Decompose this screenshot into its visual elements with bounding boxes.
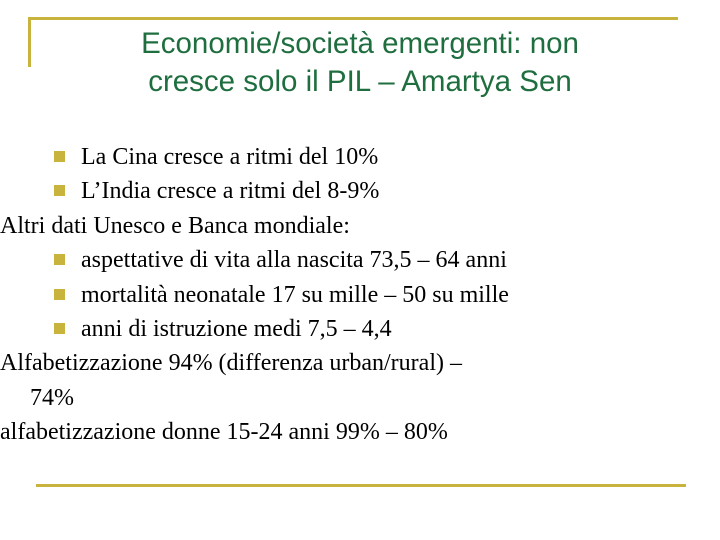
paragraph-text: 74% <box>30 384 74 411</box>
paragraph-text: alfabetizzazione donne 15-24 anni 99% – 80% <box>0 419 448 446</box>
frame-left-rule <box>28 17 31 67</box>
paragraph-line <box>0 209 694 243</box>
slide-body <box>0 140 694 450</box>
square-bullet-icon <box>54 323 65 334</box>
list-item <box>54 140 694 174</box>
slide-title <box>40 25 680 101</box>
paragraph-continuation <box>30 381 694 415</box>
list-item <box>54 243 694 277</box>
paragraph-text: Alfabetizzazione 94% (differenza urban/rural) – <box>0 350 462 377</box>
list-item <box>54 312 694 346</box>
title-line-1: Economie/società emergenti: non <box>141 27 579 60</box>
square-bullet-icon <box>54 185 65 196</box>
list-item <box>54 174 694 208</box>
frame-bottom-rule <box>36 484 686 487</box>
frame-top-rule <box>28 17 678 20</box>
title-line-2: cresce solo il PIL – Amartya Sen <box>148 65 572 98</box>
list-item <box>54 278 694 312</box>
list-item-text: L’India cresce a ritmi del 8-9% <box>81 178 380 205</box>
list-item-text: mortalità neonatale 17 su mille – 50 su mille <box>81 281 509 308</box>
list-item-text: La Cina cresce a ritmi del 10% <box>81 144 379 170</box>
square-bullet-icon <box>54 151 65 162</box>
paragraph-text: Altri dati Unesco e Banca mondiale: <box>0 212 350 239</box>
square-bullet-icon <box>54 254 65 265</box>
list-item-text: anni di istruzione medi 7,5 – 4,4 <box>81 315 392 342</box>
paragraph-line <box>0 346 694 380</box>
list-item-text: aspettative di vita alla nascita 73,5 – 64 anni <box>81 247 507 274</box>
square-bullet-icon <box>54 289 65 300</box>
paragraph-line <box>0 415 694 449</box>
